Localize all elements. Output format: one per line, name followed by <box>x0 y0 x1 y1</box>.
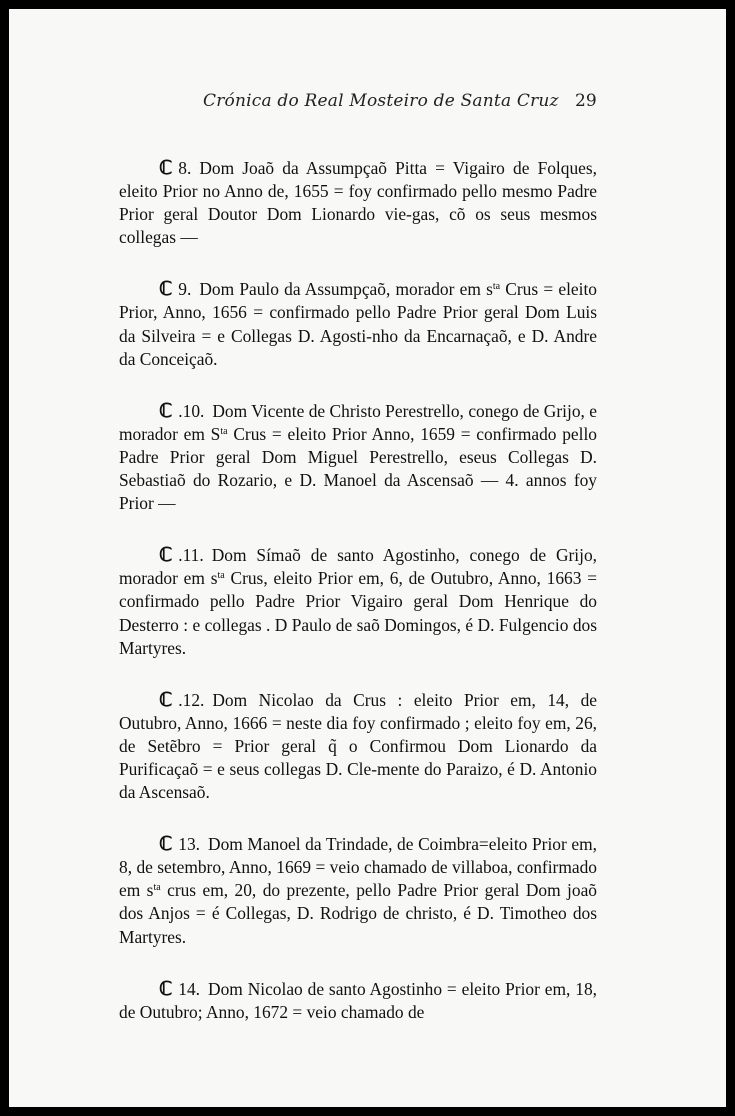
superscript-abbrev: ta <box>220 425 228 437</box>
entry-text: Dom Joaõ da Assumpçaõ Pitta = Vigairo de Folques, eleito Prior no Anno de, 1655 = foy confirmado pello mesmo Padre Prior geral Doutor Dom Lionardo vie-gas, cõ os seus mesmos collegas — <box>119 158 597 248</box>
entry-text: Dom Símaõ de santo Agostinho, conego de Grijo, morador em s <box>119 545 597 589</box>
entry-9 <box>119 278 597 370</box>
superscript-abbrev: ta <box>217 570 225 582</box>
entry-number: 14. <box>178 978 201 999</box>
superscript-abbrev: ta <box>492 281 501 293</box>
entry-number: 9. <box>178 279 192 300</box>
running-header <box>9 89 726 113</box>
entry-number: .12. <box>178 689 205 710</box>
entry-number: .11. <box>178 545 204 566</box>
entry-number: 8. <box>178 158 192 178</box>
entry-10 <box>119 400 597 515</box>
entry-text: Dom Nicolao de santo Agostinho = eleito Prior em, 18, de Outubro; Anno, 1672 = veio chamado de <box>119 978 597 1022</box>
entry-number: 13. <box>178 834 201 855</box>
document-page <box>9 9 726 1107</box>
entry-text: Crus = eleito Prior Anno, 1659 = confirmado pello Padre Prior geral Dom Miguel Perestrello, eseus Collegas D. Sebastiaõ do Rozario, e D. Manoel da Ascensaõ — 4. annos foy Prior — <box>119 423 597 514</box>
superscript-abbrev: ta <box>153 882 161 894</box>
entry-text: Dom Manoel da Trindade, de Coimbra=eleito Prior em, 8, de setembro, Anno, 1669 = veio chamado de villaboa, confirmado em s <box>119 834 597 901</box>
paragraph-mark-icon: ℂ <box>159 400 173 422</box>
entry-text: Dom Paulo da Assumpçaõ, morador em s <box>199 279 493 300</box>
entry-text: Crus, eleito Prior em, 6, de Outubro, Anno, 1663 = confirmado pello Padre Prior Vigairo geral Dom Henrique do Desterro : e collegas . D Paulo de saõ Domingos, é D. Fulgencio dos Martyres. <box>119 568 598 658</box>
entry-number: .10. <box>178 400 205 421</box>
paragraph-mark-icon: ℂ <box>159 545 173 567</box>
page-number: 29 <box>575 91 597 111</box>
paragraph-mark-icon: ℂ <box>159 279 173 301</box>
entry-11 <box>119 544 597 659</box>
entry-text: Crus = eleito Prior, Anno, 1656 = confirmado pello Padre Prior geral Dom Luis da Silveira = e Collegas D. Agosti-nho da Encarnaçaõ, e D. Andre da Conceiçaõ. <box>119 279 597 369</box>
entry-13 <box>119 833 597 948</box>
entry-14 <box>119 978 597 1024</box>
paragraph-mark-icon: ℂ <box>159 158 173 179</box>
entry-12 <box>119 689 597 804</box>
entry-text: Dom Vicente de Christo Perestrello, conego de Grijo, e morador em S <box>119 400 597 444</box>
paragraph-mark-icon: ℂ <box>159 689 173 711</box>
entry-text: Dom Nicolao da Crus : eleito Prior em, 14, de Outubro, Anno, 1666 = neste dia foy confirmado ; eleito foy em, 26, de Setẽbro = Prior geral q̃ o Confirmou Dom Lionardo da Purificaçaõ = e seus collegas D. Cle-mente do Paraizo, é D. Antonio da Ascensaõ. <box>119 689 597 803</box>
paragraph-mark-icon: ℂ <box>159 978 173 1000</box>
chronicle-text <box>119 157 597 1024</box>
entry-text: crus em, 20, do prezente, pello Padre Prior geral Dom joaõ dos Anjos = é Collegas, D. Rodrigo de christo, é D. Timotheo dos Martyres. <box>119 880 597 947</box>
paragraph-mark-icon: ℂ <box>159 834 173 856</box>
entry-8 <box>119 157 597 249</box>
header-title: Crónica do Real Mosteiro de Santa Cruz <box>203 91 559 111</box>
